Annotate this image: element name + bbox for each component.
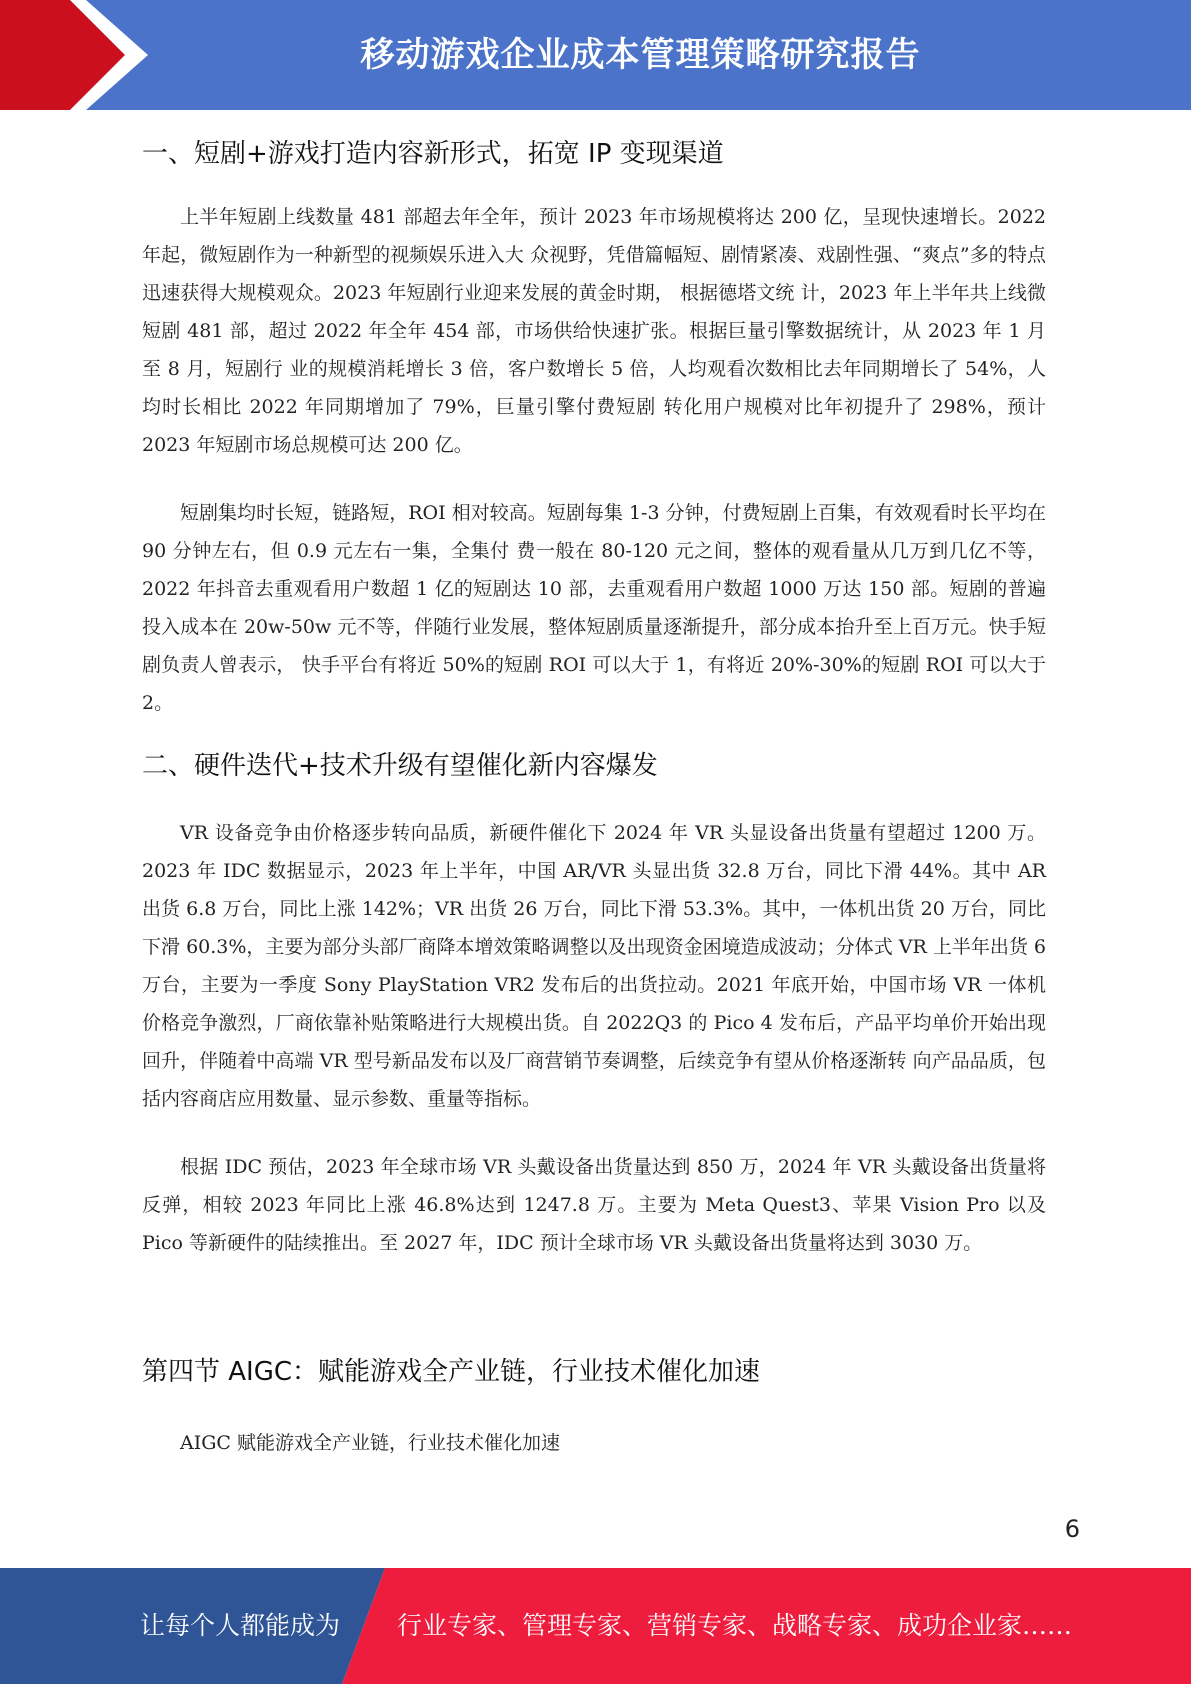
section-1-paragraph-1: 上半年短剧上线数量 481 部超去年全年，预计 2023 年市场规模将达 200 亿，呈现快速增长。2022 年起，微短剧作为一种新型的视频娱乐进入大 众视野，凭借篇幅短、剧情紧凑、戏剧性强、“爽点”多的特点迅速获得大规模观众。2023 年短剧行业迎来发展的黄金时期， 根据德塔文统 计，2023 年上半年共上线微短剧 481 部，超过 2022 年全年 454 部，市场供给快速扩张。根据巨量引擎数据统计，从 2023 年 1 月至 8 月，短剧行 业的规模消耗增长 3 倍，客户数增长 5 倍，人均观看次数相比去年同期增长了 54%，人均时长相比 2022 年同期增加了 79%，巨量引擎付费短剧 转化用户规模对比年初提升了 298%，预计 2023 年短剧市场总规模可达 200 亿。: [142, 206, 1046, 456]
section-2-paragraph-2: 根据 IDC 预估，2023 年全球市场 VR 头戴设备出货量达到 850 万，2024 年 VR 头戴设备出货量将反弹，相较 2023 年同比上涨 46.8%达到 1247.8 万。主要为 Meta Quest3、苹果 Vision Pro 以及 Pico 等新硬件的陆续推出。至 2027 年，IDC 预计全球市场 VR 头戴设备出货量将达到 3030 万。: [142, 1156, 1046, 1254]
section-heading-3: 第四节 AIGC：赋能游戏全产业链，行业技术催化加速: [142, 1357, 761, 1387]
main-content: [142, 126, 1046, 1462]
section-heading-1: 一、短剧+游戏打造内容新形式，拓宽 IP 变现渠道: [142, 139, 724, 169]
header-chevron-decoration: [0, 0, 160, 110]
footer-slogan-left: 让每个人都能成为: [140, 1611, 341, 1640]
header-red-chevron: [0, 0, 125, 110]
report-title: 移动游戏企业成本管理策略研究报告: [360, 35, 921, 75]
section-3-paragraph-1: AIGC 赋能游戏全产业链，行业技术催化加速: [180, 1432, 560, 1454]
footer-slogan-right: 行业专家、管理专家、营销专家、战略专家、成功企业家……: [397, 1611, 1073, 1640]
section-heading-2: 二、硬件迭代+技术升级有望催化新内容爆发: [142, 751, 658, 781]
section-1-paragraph-2: 短剧集均时长短，链路短，ROI 相对较高。短剧每集 1-3 分钟，付费短剧上百集，有效观看时长平均在 90 分钟左右，但 0.9 元左右一集，全集付 费一般在 80-120 元之间，整体的观看量从几万到几亿不等，2022 年抖音去重观看用户数超 1 亿的短剧达 10 部，去重观看用户数超 1000 万达 150 部。短剧的普遍投入成本在 20w-50w 元不等，伴随行业发展，整体短剧质量逐渐提升，部分成本抬升至上百万元。快手短剧负责人曾表示， 快手平台有将近 50%的短剧 ROI 可以大于 1，有将近 20%-30%的短剧 ROI 可以大于 2。: [142, 502, 1046, 714]
page-footer: [0, 1568, 1191, 1684]
page-number: 6: [1064, 1515, 1080, 1543]
section-2-paragraph-1: VR 设备竞争由价格逐步转向品质，新硬件催化下 2024 年 VR 头显设备出货量有望超过 1200 万。2023 年 IDC 数据显示，2023 年上半年，中国 AR/VR 头显出货 32.8 万台，同比下滑 44%。其中 AR 出货 6.8 万台，同比上涨 142%；VR 出货 26 万台，同比下滑 53.3%。其中，一体机出货 20 万台，同比下滑 60.3%，主要为部分头部厂商降本增效策略调整以及出现资金困境造成波动；分体式 VR 上半年出货 6 万台，主要为一季度 Sony PlayStation VR2 发布后的出货拉动。2021 年底开始，中国市场 VR 一体机价格竞争激烈，厂商依靠补贴策略进行大规模出货。自 2022Q3 的 Pico 4 发布后，产品平均单价开始出现回升，伴随着中高端 VR 型号新品发布以及厂商营销节奏调整，后续竞争有望从价格逐渐转 向产品品质，包括内容商店应用数量、显示参数、重量等指标。: [142, 822, 1046, 1110]
page-header: [0, 0, 1191, 110]
